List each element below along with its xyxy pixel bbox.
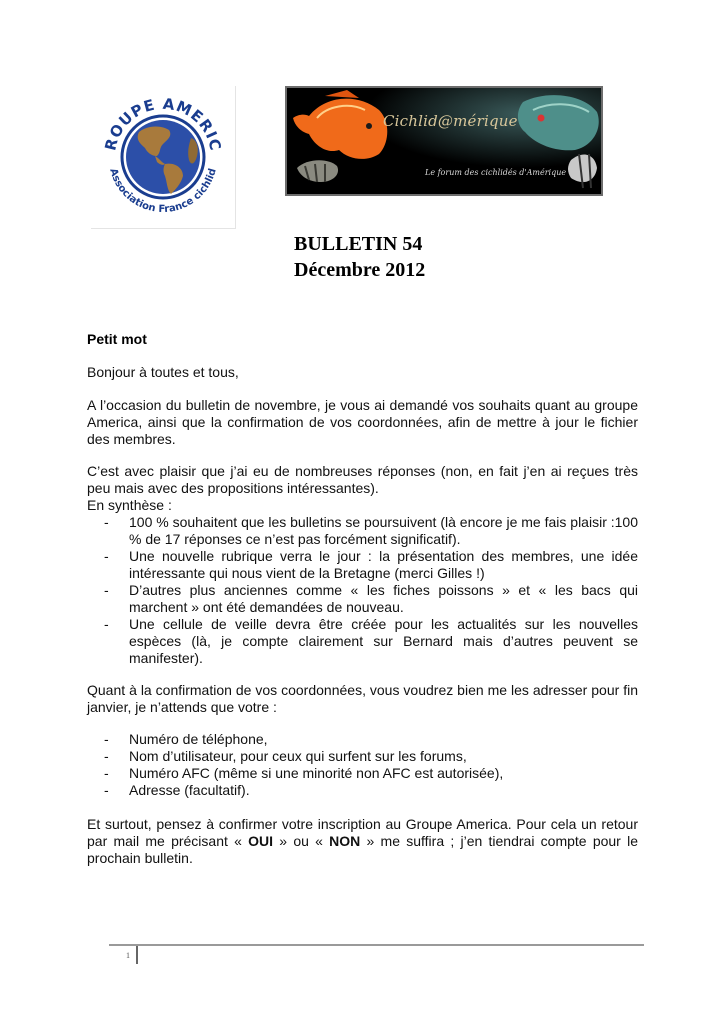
page-number: 1 [126,951,130,960]
banner-fish-graphics [287,88,601,194]
list-item: - 100 % souhaitent que les bulletins se poursuivent (là encore je me fais plaisir :100 % de 17 réponses ce n’est pas forcément significatif). [87,514,638,548]
non-keyword: NON [329,833,361,849]
list-item: - Nom d’utilisateur, pour ceux qui surfent sur les forums, [87,748,638,765]
footer-divider [136,946,138,964]
groupe-america-logo [91,86,236,229]
list-item: - Numéro de téléphone, [87,731,638,748]
list-item: - Adresse (facultatif). [87,782,638,799]
banner-subtitle: Le forum des cichlidés d'Amérique [425,168,567,177]
list-item: - Une cellule de veille devra être créée pour les actualités sur les nouvelles espèces (là, je compte clairement sur Bernard mais d’autres peuvent se manifester). [87,616,638,667]
logo-arc-bottom-text: Association France cichlid [107,167,219,216]
closing-text-part1: Et surtout, pensez à confirmer votre inscription au Groupe America. Pour cela un retour par mail me précisant « [87,816,638,849]
list-item: - Une nouvelle rubrique verra le jour : la présentation des membres, une idée intéressante qui nous vient de la Bretagne (merci Gilles !) [87,548,638,582]
responses-paragraph: C’est avec plaisir que j’ai eu de nombreuses réponses (non, en fait j’en ai reçues très peu mais avec des propositions intéressantes). [87,463,638,496]
coordinates-paragraph: Quant à la confirmation de vos coordonnées, vous voudrez bien me les adresser pour fin janvier, je n’attends que votre : [87,682,638,715]
bulletin-title [294,231,425,283]
synthese-label: En synthèse : [87,497,172,513]
bulletin-number: BULLETIN 54 [294,233,423,255]
synthese-list [87,514,638,667]
bulletin-date: Décembre 2012 [294,259,426,281]
logo-arc-top-text: ROUPE AMERIC [101,94,225,153]
closing-text-part3: » me suffira ; j’en tiendrai compte pour le prochain bulletin. [87,833,638,866]
banner-title: Cichlid@mérique [383,112,518,130]
globe-logo-graphic [91,86,235,228]
closing-text-part2: » ou « [273,833,330,849]
oui-keyword: OUI [248,833,274,849]
intro-paragraph: A l’occasion du bulletin de novembre, je vous ai demandé vos souhaits quant au groupe America, ainsi que la confirmation de vos coordonnées, afin de mettre à jour le fichier des membres. [87,397,638,447]
section-heading: Petit mot [87,331,147,347]
coordinates-list [87,731,638,799]
closing-paragraph [87,816,638,867]
greeting-paragraph: Bonjour à toutes et tous, [87,364,239,380]
list-item: - Numéro AFC (même si une minorité non AFC est autorisée), [87,765,638,782]
cichlid-amerique-banner [285,86,603,196]
footer-rule [109,944,644,946]
list-item: - D’autres plus anciennes comme « les fiches poissons » et « les bacs qui marchent » ont été demandées de nouveau. [87,582,638,616]
